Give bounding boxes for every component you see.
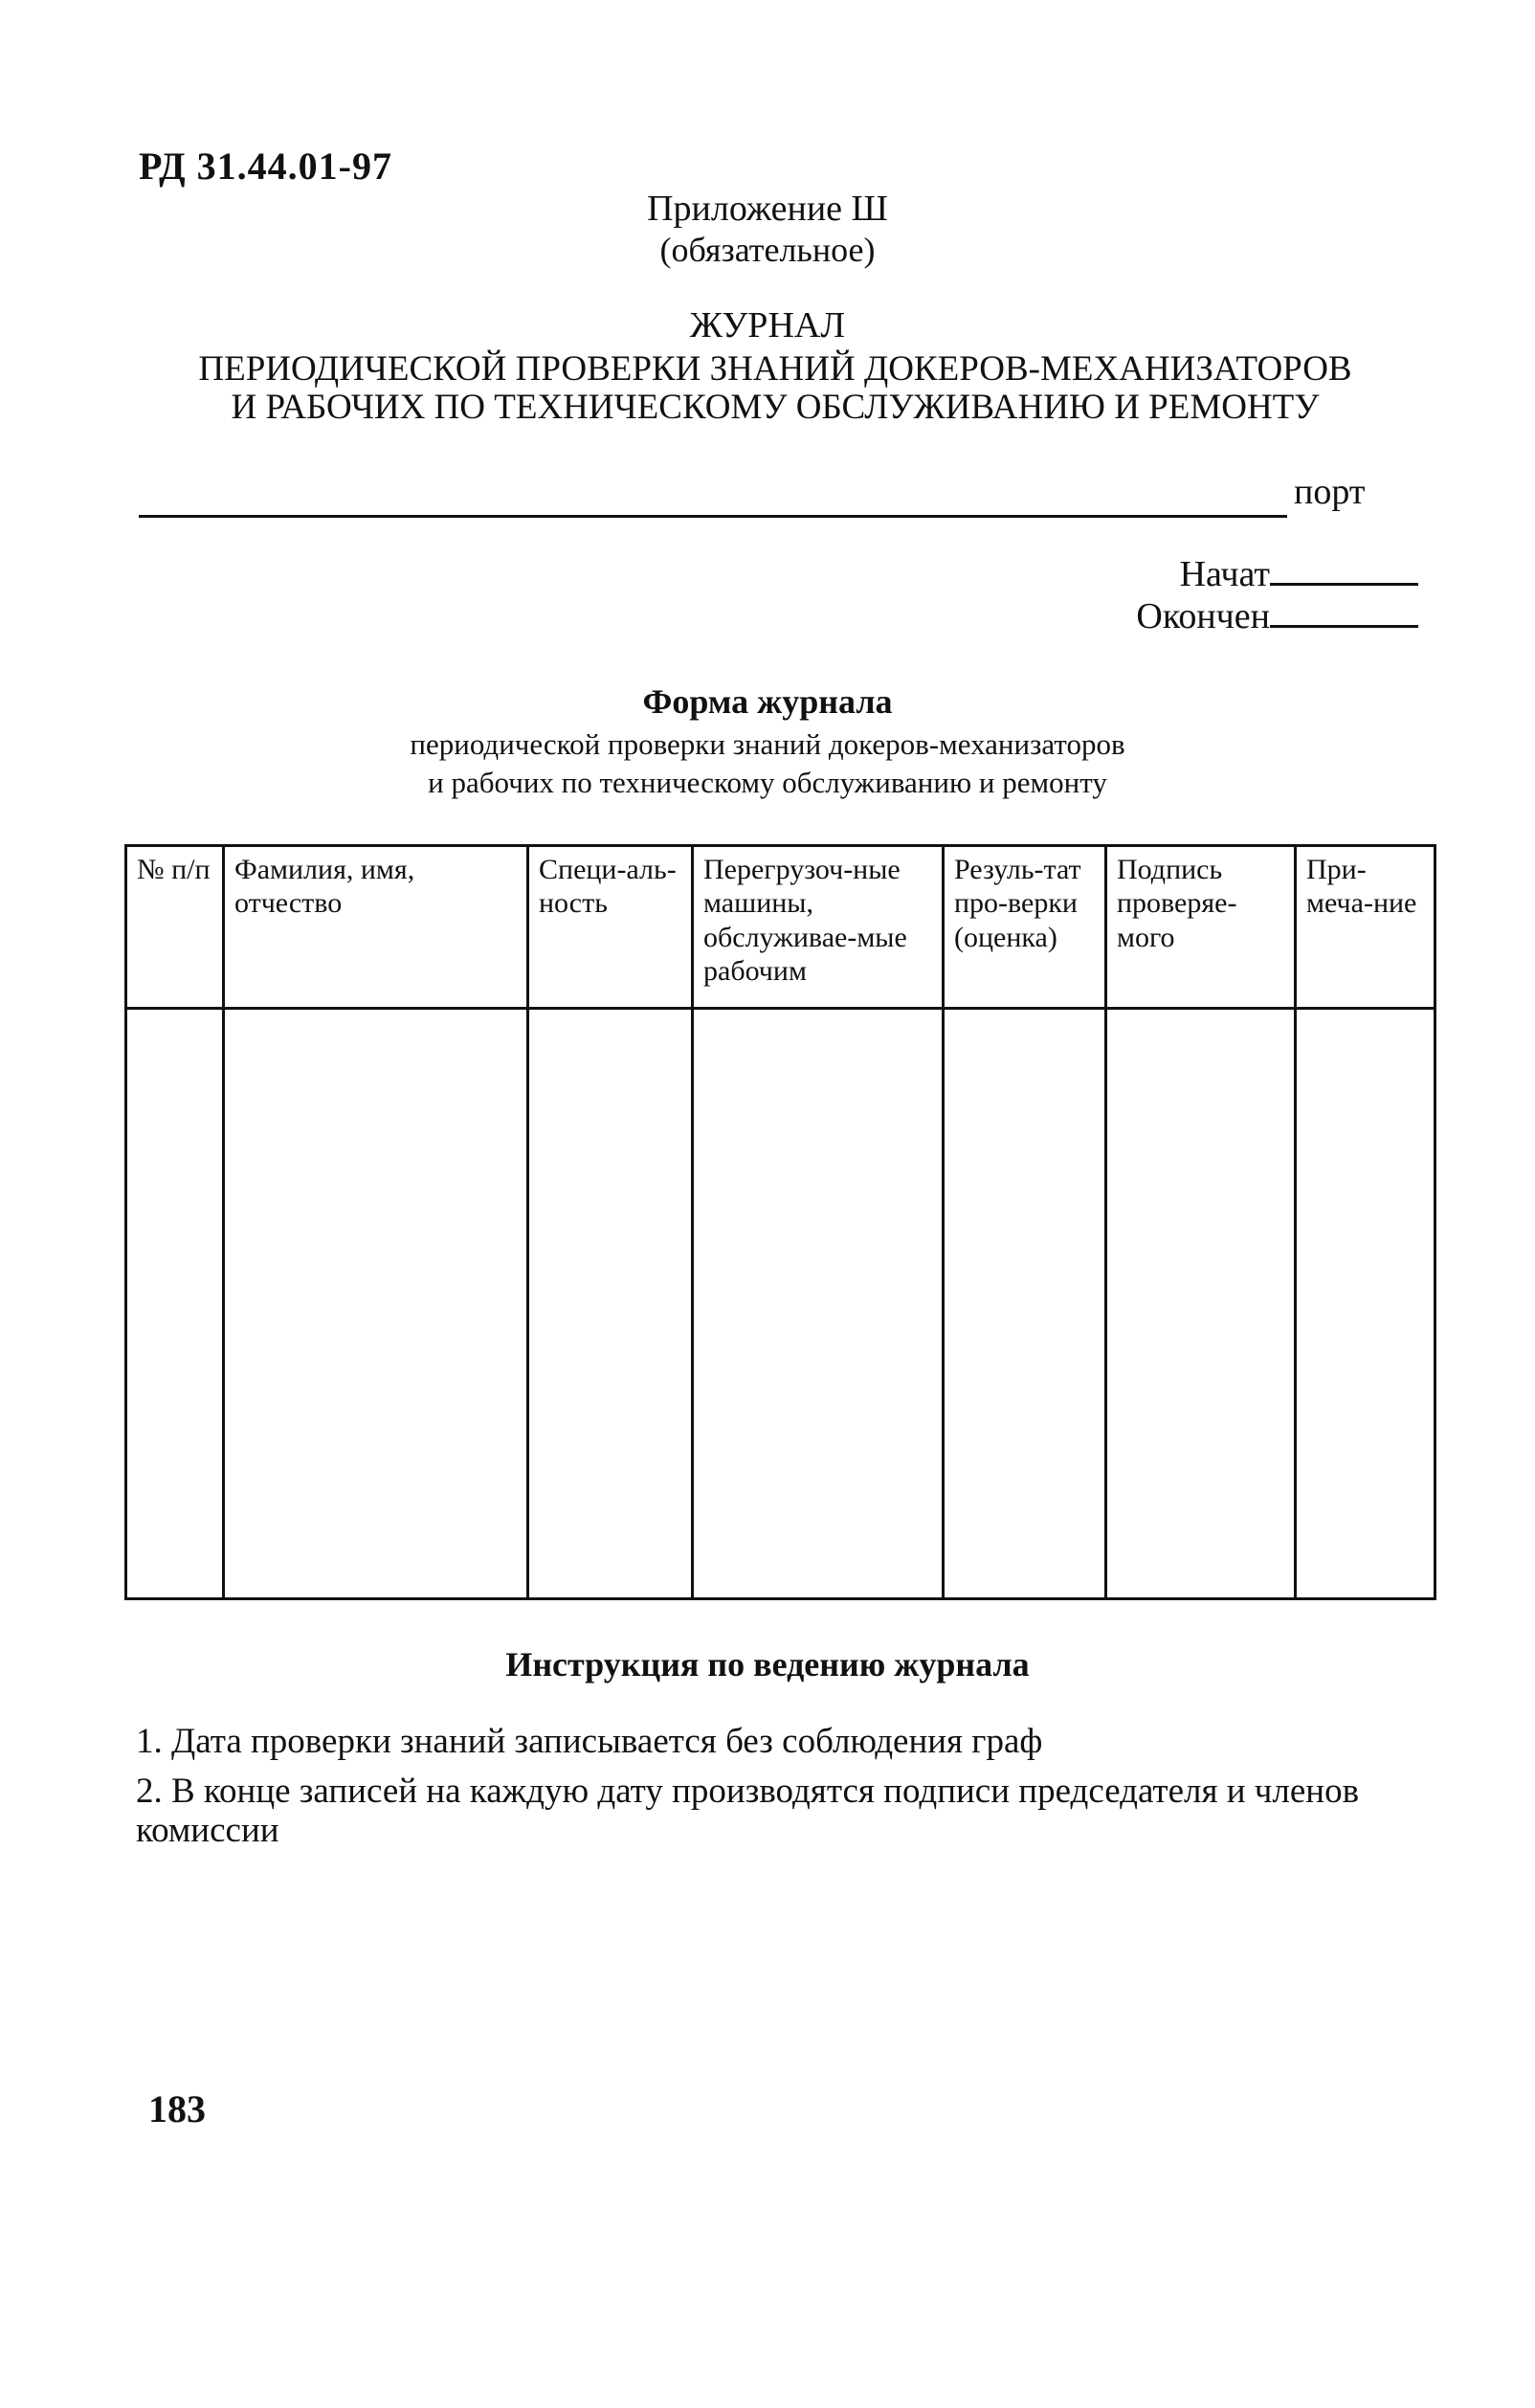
instruction-item: 2. В конце записей на каждую дату производятся подписи председателя и членов комиссии [136, 1772, 1360, 1850]
appendix-note: (обязательное) [659, 231, 876, 269]
started-field [1180, 553, 1418, 595]
header-result: Резуль-тат про-верки (оценка) [944, 846, 1106, 1009]
table-cell [1296, 1009, 1435, 1599]
document-code: РД 31.44.01-97 [139, 145, 392, 188]
table-cell [944, 1009, 1106, 1599]
table-cell [693, 1009, 944, 1599]
header-full-name: Фамилия, имя, отчество [224, 846, 528, 1009]
finished-field [1136, 595, 1418, 637]
form-title: Форма журнала [642, 682, 893, 721]
page-number: 183 [148, 2087, 206, 2130]
table-cell [126, 1009, 224, 1599]
started-blank [1270, 554, 1418, 586]
table-cell [1106, 1009, 1296, 1599]
header-specialty: Специ-аль-ность [528, 846, 693, 1009]
port-blank-line [139, 515, 1287, 518]
header-machines: Перегрузоч-ные машины, обслуживае-мые рабочим [693, 846, 944, 1009]
instruction-item: 1. Дата проверки знаний записывается без соблюдения граф [136, 1722, 1043, 1761]
journal-table [124, 844, 1436, 1600]
journal-subtitle-line1: ПЕРИОДИЧЕСКОЙ ПРОВЕРКИ ЗНАНИЙ ДОКЕРОВ-МЕХАНИЗАТОРОВ [198, 349, 1352, 389]
appendix-label: Приложение Ш [647, 189, 888, 229]
table-header-row [126, 846, 1435, 1009]
header-number: № п/п [126, 846, 224, 1009]
form-subtitle-line1: периодической проверки знаний докеров-механизаторов [410, 727, 1125, 761]
header-signature: Подпись проверяе-мого [1106, 846, 1296, 1009]
header-note: При-меча-ние [1296, 846, 1435, 1009]
table-cell [224, 1009, 528, 1599]
table-cell [528, 1009, 693, 1599]
table-row [126, 1009, 1435, 1599]
finished-label: Окончен [1136, 596, 1270, 636]
started-label: Начат [1179, 554, 1270, 594]
form-subtitle-line2: и рабочих по техническому обслуживанию и ремонту [428, 766, 1107, 799]
finished-blank [1270, 596, 1418, 628]
journal-subtitle-line2: И РАБОЧИХ ПО ТЕХНИЧЕСКОМУ ОБСЛУЖИВАНИЮ И РЕМОНТУ [231, 388, 1320, 427]
port-label: порт [1294, 472, 1366, 512]
instructions-title: Инструкция по ведению журнала [505, 1645, 1030, 1683]
journal-title: ЖУРНАЛ [689, 305, 846, 346]
